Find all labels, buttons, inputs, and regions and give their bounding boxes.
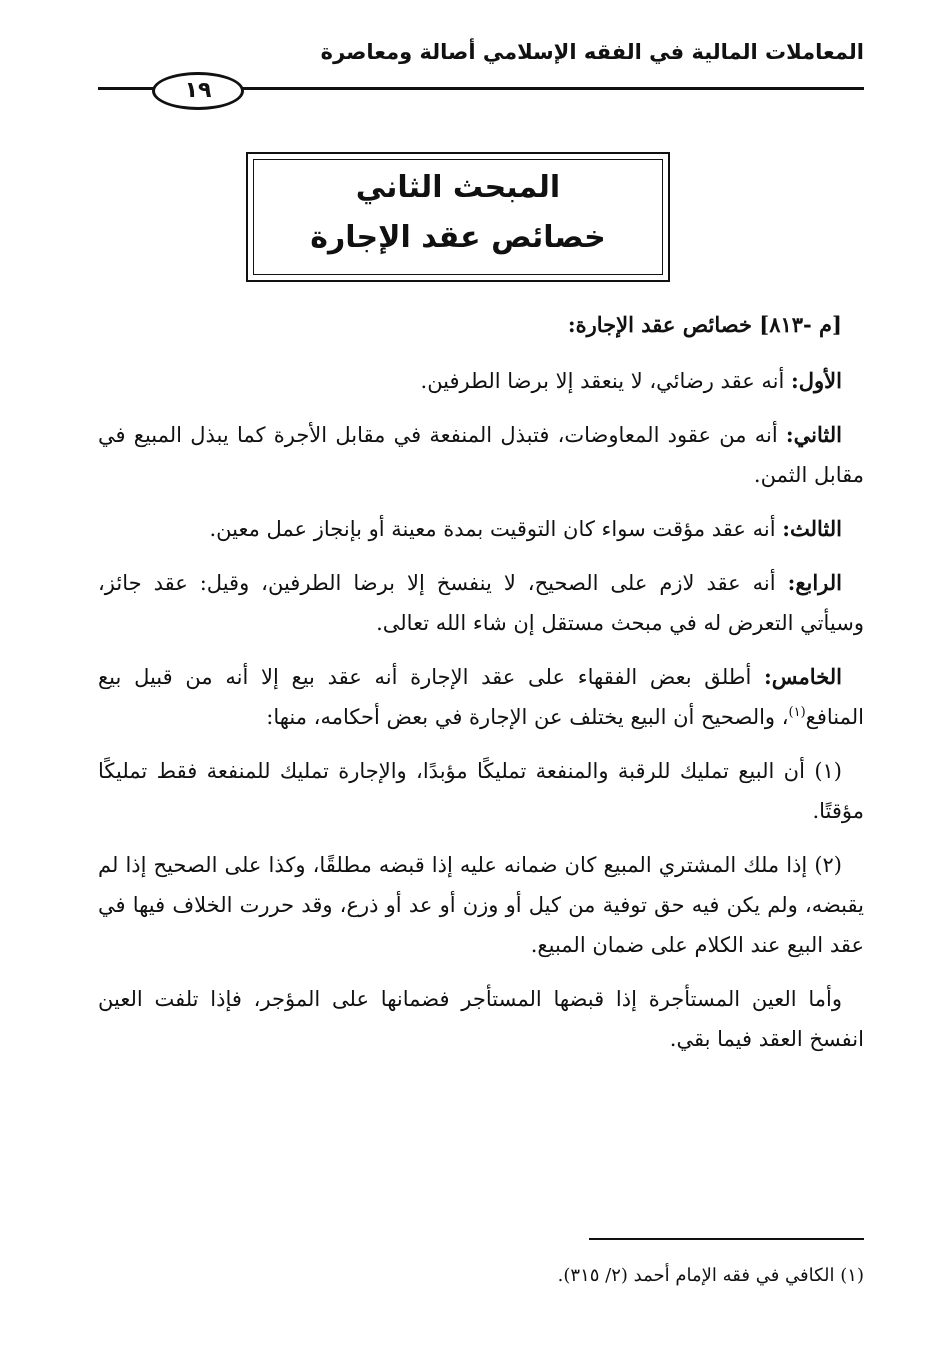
paragraph-lead: الرابع: — [787, 570, 842, 595]
paragraph-last — [98, 979, 864, 1059]
list-item-1 — [98, 751, 864, 831]
list-item-text: (١) أن البيع تمليك للرقبة والمنفعة تمليكًا مؤبدًا، والإجارة تمليك للمنفعة فقط تمليكًا مؤقتًا. — [98, 759, 864, 823]
chapter-title: خصائص عقد الإجارة — [310, 220, 606, 255]
paragraph-text: وأما العين المستأجرة إذا قبضها المستأجر فضمانها على المؤجر، فإذا تلفت العين انفسخ العقد فيما بقي. — [98, 987, 864, 1051]
footnote: (١) الكافي في فقه الإمام أحمد (٢/ ٣١٥). — [557, 1265, 864, 1286]
list-item-2 — [98, 845, 864, 965]
paragraph-text: أنه من عقود المعاوضات، فتبذل المنفعة في مقابل الأجرة كما يبذل المبيع في مقابل الثمن. — [98, 423, 864, 487]
paragraph-fourth — [98, 563, 864, 643]
chapter-section-label: المبحث الثاني — [355, 170, 561, 205]
list-item-text: (٢) إذا ملك المشتري المبيع كان ضمانه عليه إذا قبضه مطلقًا، وكذا على الصحيح إذا لم يقبضه، ولم يكن فيه حق توفية من كيل أو وزن أو عد أو ذرع، وقد حررت الخلاف فيها في عقد البيع عند الكلام على ضمان المبيع. — [98, 853, 864, 957]
paragraph-text: أطلق بعض الفقهاء على عقد الإجارة أنه عقد بيع إلا أنه من قبيل بيع المنافع — [98, 665, 864, 729]
footnote-separator — [589, 1238, 864, 1240]
paragraph-text: ، والصحيح أن البيع يختلف عن الإجارة في بعض أحكامه، منها: — [266, 705, 789, 729]
paragraph-lead: الثالث: — [782, 516, 842, 541]
paragraph-first — [98, 361, 864, 401]
section-heading — [98, 305, 864, 345]
paragraph-lead: الثاني: — [785, 422, 842, 447]
running-header-title: المعاملات المالية في الفقه الإسلامي أصالة ومعاصرة — [320, 40, 864, 64]
chapter-title-box — [246, 152, 670, 282]
footnote-reference[interactable]: (١) — [788, 705, 806, 720]
paragraph-lead: الأول: — [791, 368, 842, 393]
paragraph-third — [98, 509, 864, 549]
paragraph-second — [98, 415, 864, 495]
paragraph-text: أنه عقد مؤقت سواء كان التوقيت بمدة معينة أو بإنجاز عمل معين. — [209, 517, 783, 541]
paragraph-lead: الخامس: — [764, 664, 842, 689]
paragraph-fifth — [98, 657, 864, 737]
paragraph-text: أنه عقد رضائي، لا ينعقد إلا برضا الطرفين. — [420, 369, 792, 393]
page-number-badge: ١٩ — [152, 72, 244, 110]
paragraph-text: أنه عقد لازم على الصحيح، لا ينفسخ إلا برضا الطرفين، وقيل: عقد جائز، وسيأتي التعرض له في مبحث مستقل إن شاء الله تعالى. — [98, 571, 864, 635]
section-heading-text: [م -٨١٣] خصائص عقد الإجارة: — [567, 312, 842, 337]
main-text — [98, 305, 864, 1073]
